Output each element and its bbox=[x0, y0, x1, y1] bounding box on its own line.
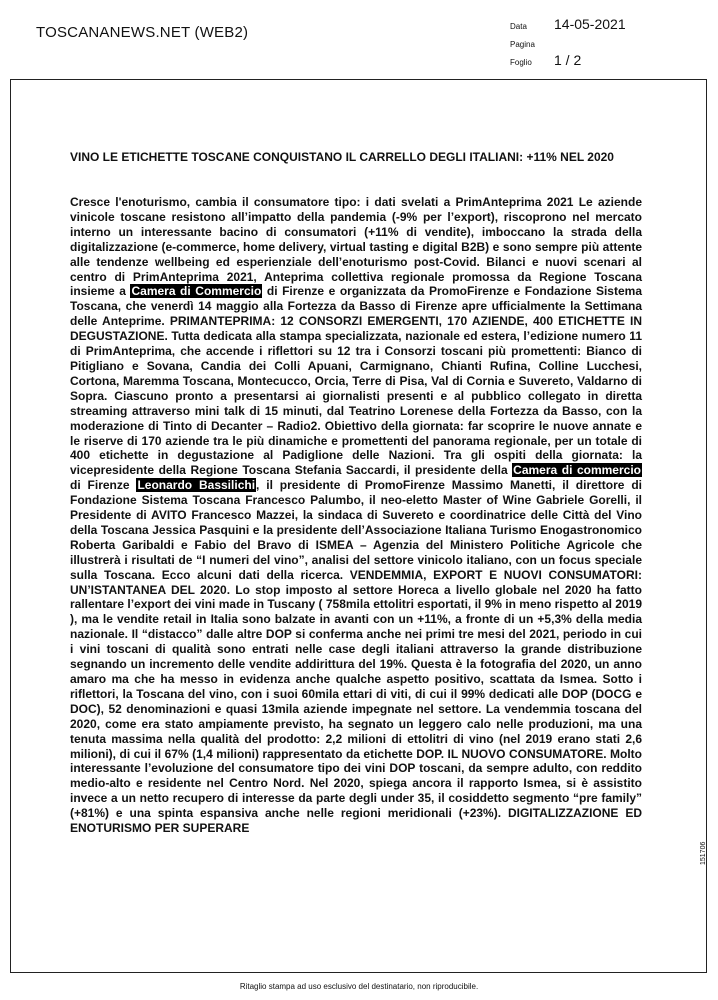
date-label: Data bbox=[510, 22, 527, 31]
body-text-1: Cresce l'enoturismo, cambia il consumatore tipo: i dati svelati a PrimAnteprima 2021 Le aziende vinicole toscane resistono all’impatto della pandemia (-9% per l’export), riscoprono nel mercato interno un interessante bacino di consumatori (+11% di vendite), imboccano la strada della digitalizzazione (e-commerce, home delivery, virtual tasting e digital B2B) e sono sempre più attente alle tendenze wellbeing ed esperienziale dell’enoturismo post-Covid. Bilanci e nuovi scenari al centro di PrimAnteprima 2021, Anteprima collettiva regionale promossa da Regione Toscana insieme a bbox=[70, 195, 642, 299]
body-text-3: di Firenze bbox=[70, 478, 130, 493]
page-label: Pagina bbox=[510, 40, 535, 49]
date-value: 14-05-2021 bbox=[554, 16, 626, 32]
document-meta bbox=[510, 16, 700, 70]
body-text-2: di Firenze e organizzata da PromoFirenze e Fondazione Sistema Toscana, che venerdì 14 maggio alla Fortezza da Basso di Firenze apre ufficialmente la Settimana delle Anteprime. PRIMANTEPRIMA: 12 CONSORZI EMERGENTI, 170 AZIENDE, 400 ETICHETTE IN DEGUSTAZIONE. Tutta dedicata alla stampa specializzata, nazionale ed estera, l’edizione numero 11 di PrimAnteprima, che accende i riflettori su 12 tra i Consorzi toscani più promettenti: Bianco di Pitigliano e Sovana, Candia dei Colli Apuani, Carmignano, Chianti Rufina, Colline Lucchesi, Cortona, Maremma Toscana, Montecucco, Orcia, Terre di Pisa, Val di Cornia e Suvereto, Valdarno di Sopra. Ciascuno pronto a presentarsi ai giornalisti presenti e al pubblico collegato in diretta streaming attraverso mini talk di 15 minuti, dal Teatrino Lorenese della Fortezza da Basso, con la moderazione di Tinto di Decanter – Radio2. Obiettivo della giornata: far scoprire le nuove annate e le riserve di 170 aziende tra le più dinamiche e promettenti del panorama regionale, per un totale di 400 etichette in degustazione al Padiglione delle Nazioni. Tra gli ospiti della giornata: la vicepresidente della Regione Toscana Stefania Saccardi, il presidente della bbox=[70, 284, 642, 478]
side-code: 151706 bbox=[700, 841, 707, 865]
date-row bbox=[510, 16, 700, 34]
highlight-leonardo-bassilichi: Leonardo Bassilichi bbox=[137, 478, 256, 493]
page-row bbox=[510, 34, 700, 52]
body-text-4: , il presidente di PromoFirenze Massimo Manetti, il direttore di Fondazione Sistema Toscana Francesco Palumbo, il neo-eletto Master of Wine Gabriele Gorelli, il Presidente di AVITO Francesco Mazzei, la sindaca di Suvereto e coordinatrice delle Città del Vino della Toscana Jessica Pasquini e la presidente dell’Associazione Italiana Turismo Enogastronomico Roberta Garibaldi e Fabio del Bravo di ISMEA – Agenzia del Ministero Politiche Agricole che illustrerà i risultati de “I numeri del vino”, analisi del settore vinicolo italiano, con un focus speciale sulla Toscana. Ecco alcuni dati della ricerca. VENDEMMIA, EXPORT E NUOVI CONSUMATORI: UN’ISTANTANEA DEL 2020. Lo stop imposto al settore Horeca a livello globale nel 2020 ha fatto rallentare l’export dei vini made in Tuscany ( 758mila ettolitri esportati, il 9% in meno rispetto al 2019 ), ma le vendite retail in Italia sono balzate in avanti con un +11%, a fronte di un +5,3% della media nazionale. Il “distacco” dalle altre DOP si conferma anche nei primi tre mesi del 2021, periodo in cui i vini toscani di qualità sono entrati nelle case degli italiani attraverso la grande distribuzione segnando un incremento delle vendite addirittura del 19%. Questa è la fotografia del 2020, un anno amaro ma che ha messo in evidenza anche qualche aspetto positivo, scattata da Ismea. Sotto i riflettori, la Toscana del vino, con i suoi 60mila ettari di viti, di cui il 99% dedicati alle DOP (DOCG e DOC), 52 denominazioni e quasi 13mila aziende impegnate nel settore. La vendemmia toscana del 2020, come era stato ampiamente previsto, ha segnato un leggero calo nelle produzioni, ma una tenuta massima nella qualità del prodotto: 2,2 milioni di ettolitri di vino (nel 2019 erano stati 2,6 milioni), di cui il 67% (1,4 milioni) rappresentato da etichette DOP. IL NUOVO CONSUMATORE. Molto interessante l’evoluzione del consumatore tipo dei vini DOP toscani, da sempre adulto, con reddito medio-alto e residente nel Centro Nord. Nel 2020, spiega ancora il rapporto Ismea, si è assistito invece a un netto recupero di interesse da parte degli under 35, il cosiddetto segmento “pre family” (+81%) e una spinta espansiva anche nelle regioni meridionali (+23%). DIGITALIZZAZIONE ED ENOTURISMO PER SUPERARE bbox=[70, 478, 642, 836]
source-title: TOSCANANEWS.NET (WEB2) bbox=[36, 24, 249, 41]
sheet-label: Foglio bbox=[510, 58, 532, 67]
footer-note: Ritaglio stampa ad uso esclusivo del destinatario, non riproducibile. bbox=[239, 982, 479, 991]
article-title: VINO LE ETICHETTE TOSCANE CONQUISTANO IL CARRELLO DEGLI ITALIANI: +11% NEL 2020 bbox=[70, 150, 614, 164]
highlight-camera-di-commercio-2: Camera di commercio bbox=[513, 463, 641, 478]
article-body bbox=[70, 195, 642, 836]
sheet-row bbox=[510, 52, 700, 70]
sheet-value: 1 / 2 bbox=[554, 52, 582, 68]
highlight-camera-di-commercio: Camera di Commercio bbox=[131, 284, 262, 299]
